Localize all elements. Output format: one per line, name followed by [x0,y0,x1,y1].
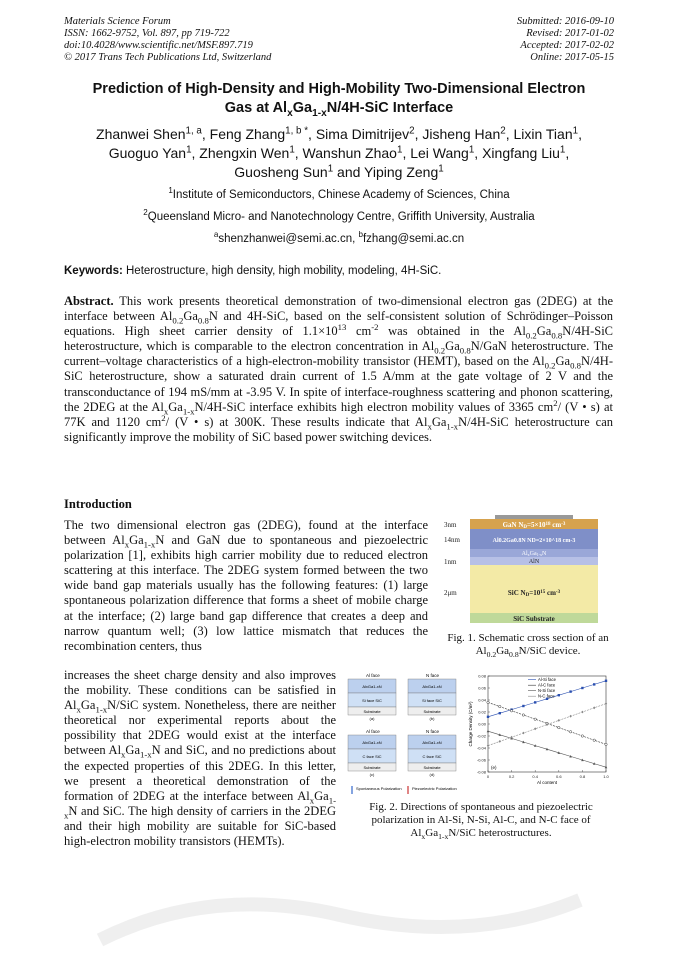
svg-text:Substrate: Substrate [423,765,441,770]
title-line-1: Prediction of High-Density and High-Mobility Two-Dimensional Electron [92,81,586,97]
author-line-2: Guoguo Yan$^1$, Zhengxin Wen$^1$, Wanshun Zhao$^1$, Lei Wang$^1$, Xingfang Liu$^1$, [108,144,570,161]
y-tick-label: 0.00 [478,721,486,727]
y-tick-label: -0.04 [476,745,486,751]
author-name: Feng Zhang [209,126,286,142]
x-tick-label: 0 [486,774,490,779]
svg-text:(b): (b) [429,716,435,721]
copyright-line: © 2017 Trans Tech Publications Ltd, Switzerland [64,52,272,63]
svg-text:(a): (a) [369,716,375,721]
data-point [605,743,607,745]
thk-label: 14nm [444,536,460,544]
author-emails: $^a$shenzhanwei@semi.ac.cn, $^b$fzhang@semi.ac.cn [213,230,465,245]
email-link-a[interactable]: shenzhanwei@semi.ac.cn [218,233,353,245]
data-point [499,705,501,707]
svg-text:AlxGa1-xN: AlxGa1-xN [422,740,442,745]
author-name: Lei Wang [410,145,469,161]
legend-label: Al-C face [538,682,556,688]
x-tick-label: 1.0 [603,774,609,779]
data-point [487,716,489,718]
charge-density-chart [468,674,610,786]
y-tick-label: 0.06 [478,685,486,691]
panel-a [348,673,396,721]
author-name: Guoguo Yan [108,145,187,161]
data-point [558,726,560,728]
x-axis-label: Al content [536,780,558,785]
data-point [581,735,583,737]
panel-label: (e) [491,765,497,770]
legend-label: Al-Si face [538,677,556,682]
data-point [581,687,583,689]
intro-paragraph-top: The two dimensional electron gas (2DEG), found at the interface between $Al_xGa_{1-x}N$ and GaN due to spontaneous and piezoelectric polarization [1], exhibits high carrier mobility due to reduced electron scattering at this interface. The 2DEG system formed between the two wide band gap materials usually has the following features: (1) large spontaneous polarization difference that forms a sheet of mobile charge at the interface; (2) large band gap difference that creates a deep and narrow quantum well; (3) low lattice mismatch that reduces the recombination centers, thus [64,518,428,653]
svg-text:C face SiC: C face SiC [362,754,382,759]
polarization-legend [352,786,457,794]
panel-d [408,729,456,777]
intro-paragraph-bottom: increases the sheet charge density and also improves the mobility. These conditions can be satisfied in $Al_xGa_{1-x}N$/SiC system. Nonetheless, there are neither theoretical nor experimental reports about the possibility that 2DEG would exist at the interface between $Al_xGa_{1-x}N$ and SiC, and no predictions about the expected properties of this 2DEG. In this letter, we present a theoretical demonstration of the formation of 2DEG at the interface between $Al_xGa_{1-x}N$ and SiC. The high density of carriers in the 2DEG and their high mobility are suitable for SiC-based high-electron mobility transistors (HEMTs). [64,668,336,849]
y-tick-label: 0.08 [478,673,486,679]
data-point [487,701,489,703]
y-tick-label: -0.02 [476,733,486,739]
legend-label: N-C face [538,693,555,699]
cross-section-diagram [440,515,616,630]
keywords [64,265,441,277]
doi-line: doi:10.4028/www.scientific.net/MSF.897.719 [64,40,253,51]
layer-label-gan: GaN $ND=5\times 10^{18}$ $cm^{-3}$ [502,521,566,530]
affiliation-2: $^2$Queensland Micro- and Nanotechnology Centre, Griffith University, Australia [143,208,535,223]
online-date: Online: 2017-05-15 [530,52,614,63]
svg-text:AlxGa1-xN: AlxGa1-xN [362,740,382,745]
y-axis-label: Charge Density (C/m²) [468,701,473,747]
journal-header [64,16,271,64]
data-point [522,705,524,707]
author-name: Wanshun Zhao [302,145,397,161]
author-name: Yiping Zeng [364,164,439,180]
data-point [593,739,595,741]
author-line-3: Guosheng Sun$^1$ and Yiping Zeng$^1$ [234,163,444,180]
y-tick-label: -0.08 [476,769,486,775]
paper-title [40,80,638,118]
accepted-date: Accepted: 2017-02-02 [520,40,614,51]
svg-text:(d): (d) [429,772,435,777]
dates-header [517,16,614,64]
gate-contact [495,515,573,519]
data-point [534,718,536,720]
data-point [558,694,560,696]
data-point [569,690,571,692]
data-point [534,701,536,703]
data-point [510,710,512,712]
x-tick-label: 0.6 [556,774,562,779]
panel-c [348,729,396,777]
author-list [40,125,638,182]
svg-text:AlxGa1-xN: AlxGa1-xN [422,684,442,689]
figure-1-cross-section [440,515,616,630]
figure-2-caption: Fig. 2. Directions of spontaneous and piezoelectric polarization in Al-Si, N-Si, Al-C, and N-C face of $Al_xGa_{1-x}N$/SiC heterostructures. [369,801,593,842]
data-point [569,731,571,733]
x-tick-label: 0.2 [508,774,515,779]
y-tick-label: -0.06 [476,757,486,763]
journal-name: Materials Science Forum [64,16,171,27]
data-point [593,683,595,685]
author-name: Xingfang Liu [482,145,560,161]
data-point [605,680,607,682]
title-line-2: Gas at $Al_xGa_{1-x}N/4H$-SiC Interface [224,100,454,119]
svg-text:Substrate: Substrate [423,709,441,714]
thk-label: 1nm [444,558,457,566]
svg-text:Piezoelectric Polarization: Piezoelectric Polarization [412,786,457,791]
svg-text:N face: N face [426,729,440,734]
figure-1-caption: Fig. 1. Schematic cross section of an $Al_{0.2}Ga_{0.8}N$/SiC device. [447,632,609,660]
author-name: Guosheng Sun [234,164,328,180]
section-heading-introduction: Introduction [64,497,132,511]
x-tick-label: 0.4 [532,774,538,779]
author-name: Jisheng Han [422,126,501,142]
svg-text:Substrate: Substrate [363,765,381,770]
thk-label: 3nm [444,521,457,529]
polarization-diagram [346,670,616,798]
email-link-b[interactable]: fzhang@semi.ac.cn [362,233,465,245]
panel-b [408,673,456,721]
y-tick-label: 0.04 [478,697,486,703]
layer-label-aln: AlN [528,559,540,565]
svg-text:N face: N face [426,673,440,678]
svg-text:Al face: Al face [366,673,380,678]
y-tick-label: 0.02 [478,709,486,715]
author-name: Sima Dimitrijev [315,126,410,142]
abstract-label: Abstract. [64,294,114,308]
svg-text:Substrate: Substrate [363,709,381,714]
svg-text:C face SiC: C face SiC [422,754,442,759]
layer-label-substrate: SiC Substrate [513,615,555,623]
svg-text:Si face SiC: Si face SiC [362,698,382,703]
keywords-label: Keywords: [64,265,123,277]
data-point [522,714,524,716]
layer-label-graded: AlxGa1-xN [521,551,547,557]
affiliation-1: $^1$Institute of Semiconductors, Chinese Academy of Sciences, China [168,186,510,201]
layer-label-algan: Al0.2Ga0.8N ND=2×10^18 cm-3 [492,538,576,544]
legend-label: N-Si face [538,688,556,693]
author-name: Zhanwei Shen [96,126,186,142]
svg-text:Si face SiC: Si face SiC [422,698,442,703]
data-point [499,712,501,714]
submitted-date: Submitted: 2016-09-10 [516,16,614,27]
author-name: Zhengxin Wen [199,145,290,161]
svg-text:AlxGa1-xN: AlxGa1-xN [362,684,382,689]
svg-text:Spontaneous Polarization: Spontaneous Polarization [356,786,402,791]
author-name: Lixin Tian [513,126,573,142]
svg-text:Al face: Al face [366,729,380,734]
revised-date: Revised: 2017-01-02 [526,28,614,39]
layer-label-sic: SiC $ND=10^{15}$ $cm^{-3}$ [507,589,561,598]
svg-text:(c): (c) [369,772,375,777]
author-line-1: Zhanwei Shen$^{1, a}$, Feng Zhang$^{1, b *}$, Sima Dimitrijev$^2$, Jisheng Han$^2$, Lixin Tian$^1$, [96,125,582,142]
x-tick-label: 0.8 [579,774,586,779]
thk-label: 2μm [444,589,457,597]
watermark-icon [90,880,590,950]
keywords-text: Heterostructure, high density, high mobility, modeling, 4H-SiC. [122,265,442,277]
figure-2-polarization [346,670,616,798]
issn-line: ISSN: 1662-9752, Vol. 897, pp 719-722 [64,28,230,39]
abstract: Abstract. This work presents theoretical demonstration of two-dimensional electron gas (2DEG) at the interface between $Al_{0.2}Ga_{0.8}N$ and 4H-SiC, based on the self-consistent solution of Schrödinger–Poisson equations. High sheet carrier density of $1.1\times 10^{13}$ $cm^{-2}$ was obtained in the $Al_{0.2}Ga_{0.8}N/4H$-SiC heterostructure, which is comparable to the electron concentration in $Al_{0.2}Ga_{0.8}N$/GaN heterostructure. The current–voltage characteristics of a high-electron-mobility transistor (HEMT), based on the $Al_{0.2}Ga_{0.8}N/4H$-SiC heterostructure, show a saturated drain current of 1.5 A/mm at the gate voltage of 2 V and the transconductance of 194 mS/mm at -3.95 V. In spite of interface-roughness scattering and phonon scattering, the 2DEG at the $Al_xGa_{1-x}N/4H$-SiC interface exhibits high electron mobility values of 3365 $cm^2/$ (V • s) at 77K and 1120 $cm^2/$ (V • s) at 300K. These results indicate that $Al_xGa_{1-x}N/4H$-SiC heterostructure can significantly improve the mobility of SiC based power switching devices. [64,294,614,444]
